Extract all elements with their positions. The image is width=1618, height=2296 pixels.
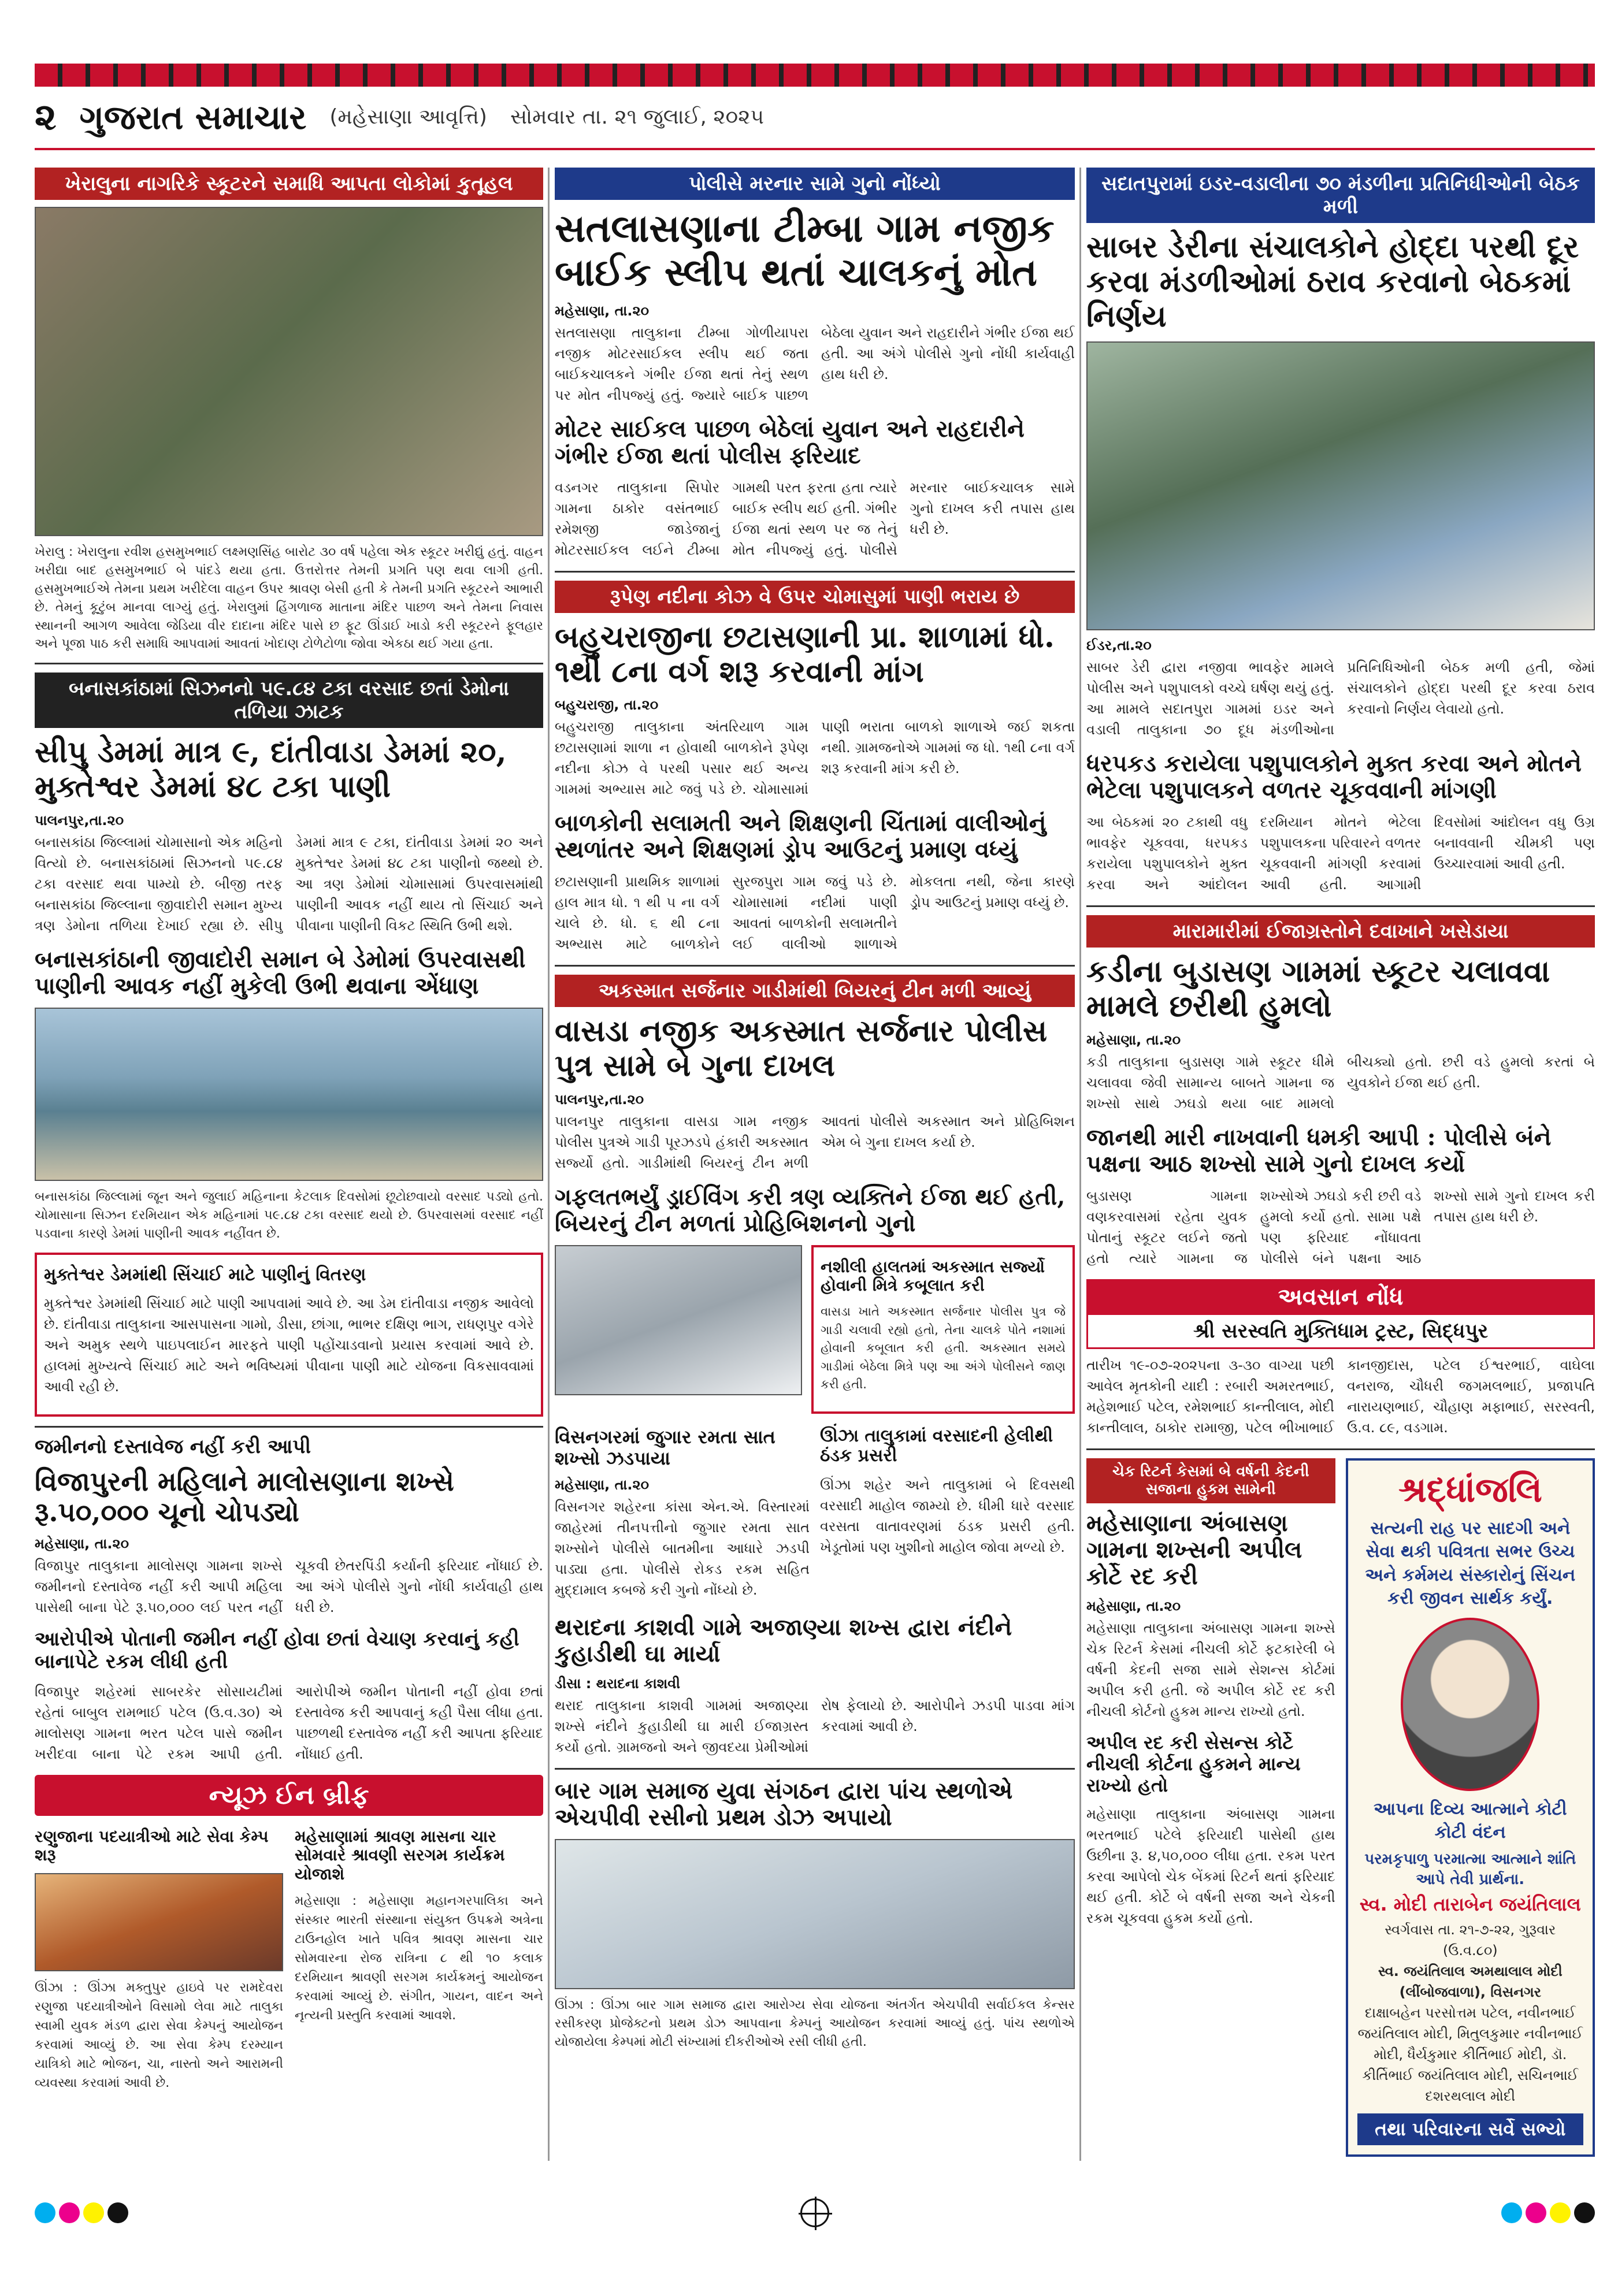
story-headline: સીપુ ડેમમાં માત્ર ૯, દાંતીવાડા ડેમમાં ૨૦, મુક્તેશ્વર ડેમમાં ૪૮ ટકા પાણી — [35, 734, 507, 805]
story-body: બનાસકાંઠા જિલ્લામાં ચોમાસાનો એક મહિનો વિત્યો છે. બનાસકાંઠામાં સિઝનનો ૫૯.૮૪ ટકા વરસાદ થવા પામ્યો છે. બીજી તરફ બનાસકાંઠા જિલ્લાના જીવાદોરી સમાન મુખ્ય ત્રણ ડેમોના તળિયા દેખાઈ રહ્યા છે. સીપુ ડેમમાં માત્ર ૯ ટકા, દાંતીવાડા ડેમમાં ૨૦ અને મુક્તેશ્વર ડેમમાં ૪૮ ટકા પાણીનો જથ્થો છે. આ ત્રણ ડેમોમાં ચોમાસામાં ઉપરવાસમાંથી પાણીની આવક નહીં થાય તો સિંચાઈ અને પીવાના પાણીની વિકટ સ્થિતિ ઉભી થશે. — [35, 834, 543, 934]
story-subhead: જાનથી મારી નાખવાની ધમકી આપી : પોલીસે બંને પક્ષના આઠ શખ્સો સામે ગુનો દાખલ કર્યો — [1086, 1123, 1552, 1177]
separator — [35, 663, 543, 664]
color-swatches — [35, 2202, 128, 2223]
story-kicker: જમીનનો દસ્તાવેજ નહીં કરી આપી — [35, 1435, 311, 1459]
story-headline: મહેસાણાના અંબાસણ ગામના શખ્સની અપીલ કોર્ટે રદ કરી — [1086, 1509, 1302, 1590]
story-kicker: રૂપેણ નદીના કોઝ વે ઉપર ચોમાસુમાં પાણી ભરાય છે — [555, 581, 1075, 613]
story-body: આ બેઠકમાં ૨૦ ટકાથી વધુ ભાવફેર ચૂકવવા, ધરપકડ કરાયેલા પશુપાલકોને મુક્ત કરવા અને આંદોલન દરમિયાન મોતને ભેટેલા પશુપાલકના પરિવારને વળતર ચૂકવવાની માંગણી કરવામાં આવી હતી. આગામી દિવસોમાં આંદોલન વધુ ઉગ્ર બનાવવાની ચીમકી પણ ઉચ્ચારવામાં આવી હતી. — [1086, 814, 1595, 893]
vaccination-photo — [555, 1839, 1075, 1989]
tribute-footer: તથા પરિવારના સર્વે સભ્યો — [1357, 2113, 1583, 2145]
column-divider — [1079, 168, 1081, 2161]
story-row — [1086, 1458, 1595, 2157]
brief-item — [295, 1824, 543, 2102]
box-body: મુક્તેશ્વર ડેમમાંથી સિંચાઈ માટે પાણી આપવામાં આવે છે. આ ડેમ દાંતીવાડા નજીક આવેલો છે. દાંતીવાડા તાલુકાના આસપાસના ગામો, ડીસા, છાંગા, ભાભર દક્ષિણ ભાગ, રાધણપુર વગેરે અને અમુક સ્થળે પાઇપલાઈન મારફતે પાણી પહોંચાડવાનો પ્રયાસ કરવામાં આવે છે. હાલમાં મુખ્યત્વે સિંચાઈ માટે અને ભવિષ્યમાં પીવાના પાણી માટે યોજના વિકસાવવામાં આવી રહી છે. — [44, 1295, 534, 1395]
obituary-banner: અવસાન નોંધ — [1086, 1279, 1595, 1315]
story-headline: સાબર ડેરીના સંચાલકોને હોદ્દા પરથી દૂર કરવા મંડળીઓમાં ઠરાવ કરવાનો બેઠકમાં નિર્ણય — [1086, 229, 1579, 334]
story-body: મહેસાણા તાલુકાના અંબાસણ ગામના શખ્સે ચેક રિટર્ન કેસમાં નીચલી કોર્ટે ફટકારેલી બે વર્ષની કેદની સજા સામે સેશન્સ કોર્ટમાં અપીલ કરી હતી. જે અપીલ કોર્ટે રદ કરી નીચલી કોર્ટનો હુકમ માન્ય રાખ્યો હતો. — [1086, 1619, 1335, 1719]
separator — [555, 571, 1075, 573]
dateline: મહેસાણા, તા.૨૦ — [555, 1477, 650, 1493]
story-body: સતલાસણા તાલુકાના ટીમ્બા ગોળીયાપરા નજીક મોટરસાઈકલ સ્લીપ થઈ જતા બાઈકચાલકને ગંભીર ઈજા થતાં તેનું સ્થળ પર મોત નીપજ્યું હતું. જ્યારે બાઈક પાછળ બેઠેલા યુવાન અને રાહદારીને ગંભીર ઈજા થઈ હતી. આ અંગે પોલીસે ગુનો નોંધી કાર્યવાહી હાથ ધરી છે. — [555, 324, 1075, 403]
dateline: મહેસાણા, તા.૨૦ — [35, 1535, 129, 1552]
dateline: પાલનપુર,તા.૨૦ — [35, 812, 124, 829]
tribute-title: શ્રદ્ધાંજલિ — [1398, 1469, 1542, 1510]
story-kicker: સદાતપુરામાં ઇડર-વડાલીના ૭૦ મંડળીના પ્રતિનિધીઓની બેઠક મળી — [1086, 168, 1595, 223]
tribute-name-sub: સ્વર્ગવાસ તા. ૨૧-૭-૨૨, ગુરૂવાર (ઉ.વ.૮૦) — [1385, 1922, 1556, 1959]
story-subhead: ધરપકડ કરાયેલા પશુપાલકોને મુક્ત કરવા અને મોતને ભેટેલા પશુપાલકને વળતર ચૂકવવાની માંગણી — [1086, 750, 1582, 804]
story-block — [555, 1423, 810, 1611]
color-swatches — [1501, 2202, 1595, 2223]
magenta-swatch — [59, 2202, 80, 2223]
dateline: ઈડર,તા.૨૦ — [1086, 637, 1152, 654]
scooter-burial-photo — [35, 207, 543, 536]
story-headline: વાસડા નજીક અકસ્માત સર્જનાર પોલીસ પુત્ર સામે બે ગુના દાખલ — [555, 1013, 1048, 1084]
top-color-bar — [35, 64, 1595, 87]
dateline: મહેસાણા, તા.૨૦ — [1086, 1597, 1181, 1614]
story-subhead: અપીલ રદ કરી સેસન્સ કોર્ટે નીચલી કોર્ટના હુકમને માન્ય રાખ્યો હતો — [1086, 1731, 1301, 1796]
tribute-line: સત્યની રાહ પર સાદગી અને સેવા થકી પવિત્રતા સભર ઉચ્ચ અને કર્મમય સંસ્કારોનું સિંચન કરી જીવન સાર્થક કર્યું. — [1365, 1518, 1576, 1609]
registration-mark — [800, 2198, 829, 2227]
story-headline: બહુચરાજીના છટાસણાની પ્રા. શાળામાં ધો. ૧થી ૮ના વર્ગ શરૂ કરવાની માંગ — [555, 619, 1055, 689]
box-headline: મુક્તેશ્વર ડેમમાંથી સિંચાઈ માટે પાણીનું વિતરણ — [44, 1264, 366, 1285]
story-headline: વિસનગરમાં જુગાર રમતા સાત શખ્સો ઝડપાયા — [555, 1425, 775, 1469]
photo-caption: ઊંઝા : ઊંઝા બાર ગામ સમાજ દ્વારા આરોગ્ય સેવા યોજના અંતર્ગત એચપીવી સર્વાઈકલ કેન્સર રસીકરણ પ્રોજેક્ટનો પ્રથમ ડોઝ આપવાના કેમ્પનું આયોજન કરવામાં આવ્યું હતું. પાંચ સ્થળોએ યોજાયેલા કેમ્પમાં મોટી સંખ્યામાં દીકરીઓએ રસી લીધી હતી. — [555, 1998, 1075, 2050]
tribute-ad — [1346, 1458, 1595, 2157]
column-left — [35, 168, 543, 2161]
brief-body: ઊંઝા : ઊંઝા મક્તુપુર હાઇવે પર રામદેવરા રણુજા પદયાત્રીઓને વિસામો લેવા માટે તાલુકા સ્વામી યુવક મંડળ દ્વારા સેવા કેમ્પનું આયોજન કરવામાં આવ્યું છે. આ સેવા કેમ્પ દરમ્યાન યાત્રિકો માટે ભોજન, ચા, નાસ્તો અને આરામની વ્યવસ્થા કરવામાં આવી છે. — [35, 1980, 283, 2090]
story-body: સાબર ડેરી દ્વારા નજીવા ભાવફેર મામલે પોલીસ અને પશુપાલકો વચ્ચે ઘર્ષણ થયું હતું. આ મામલે સદાતપુરા ગામમાં ઇડર અને વડાલી તાલુકાના ૭૦ દૂધ મંડળીઓના પ્રતિનિધિઓની બેઠક મળી હતી, જેમાં સંચાલકોને હોદ્દા પરથી દૂર કરવા ઠરાવ કરવાનો નિર્ણય લેવાયો હતો. — [1086, 659, 1595, 738]
dateline: મહેસાણા, તા.૨૦ — [1086, 1031, 1181, 1048]
tribute-family: સ્વ. જયંતિલાલ અમથાલાલ મોદી (લીંબોજવાળા), વિસનગર — [1378, 1963, 1563, 2001]
dateline: મહેસાણા, તા.૨૦ — [555, 302, 650, 319]
edition-label: (મહેસાણા આવૃત્તિ) — [329, 105, 487, 129]
obituary-body: તારીખ ૧૯-૦૭-૨૦૨૫ના ૩-૩૦ વાગ્યા પછી આવેલ મૃતકોની યાદી : રબારી અમરતભાઈ, મહેશભાઈ પટેલ, રમેશભાઈ કાન્તીલાલ, મોદી કાન્તીલાલ, ઠાકોર રામાજી, પટેલ ભીખાભાઈ કાનજીદાસ, પટેલ ઈશ્વરભાઈ, વાઘેલા વનરાજ, ચૌધરી જગમલભાઈ, પ્રજાપતિ નારાયણભાઈ, ચૌહાણ મફાભાઈ, સરસ્વતી, ઉ.વ. ૮૯, વડગામ. — [1086, 1357, 1595, 1436]
story-body: છટાસણાની પ્રાથમિક શાળામાં હાલ માત્ર ધો. ૧ થી ૫ ના વર્ગ ચાલે છે. ધો. ૬ થી ૮ના અભ્યાસ માટે બાળકોને સુરજપુરા ગામ જવું પડે છે. ચોમાસામાં નદીમાં પાણી આવતાં બાળકોની સલામતીને લઈ વાલીઓ શાળાએ મોકલતા નથી, જેના કારણે ડ્રોપ આઉટનું પ્રમાણ વધ્યું છે. — [555, 874, 1075, 953]
story-row — [555, 1245, 1075, 1423]
story-kicker: પોલીસે મરનાર સામે ગુનો નોંધ્યો — [555, 168, 1075, 200]
story-kicker: મારામારીમાં ઈજાગ્રસ્તોને દવાખાને ખસેડાયા — [1086, 915, 1595, 948]
column-right — [1086, 168, 1595, 2161]
dam-photo — [35, 1008, 543, 1181]
story-row — [555, 1423, 1075, 1611]
story-headline: ઊંઝા તાલુકામાં વરસાદની હેલીથી ઠંડક પ્રસરી — [820, 1425, 1053, 1466]
newspaper-title: ગુજરાત સમાચાર — [79, 97, 307, 137]
story-block — [820, 1423, 1075, 1611]
camp-photo — [35, 1873, 283, 1971]
story-subhead: આરોપીએ પોતાની જમીન નહીં હોવા છતાં વેચાણ કરવાનું કહી બાનાપેટે રકમ લીધી હતી — [35, 1627, 519, 1674]
news-in-brief-banner: ન્યૂઝ ઈન બ્રીફ — [35, 1775, 543, 1816]
story-body: વિજાપુર શહેરમાં સાબરકેર સોસાયટીમાં રહેતાં બાબુલ રામભાઈ પટેલ (ઉ.વ.૩૦) એ માલોસણ ગામના ભરત પટેલ પાસે જમીન ખરીદવા બાના પેટે રકમ આપી હતી. આરોપીએ જમીન પોતાની નહીં હોવા છતાં દસ્તાવેજ કરી આપવાનું કહી પૈસા લીધા હતા. પાછળથી દસ્તાવેજ નહીં કરી આપતા ફરિયાદ નોંધાઈ હતી. — [35, 1684, 543, 1763]
dateline: ડીસા : થરાદના કાશવી — [555, 1675, 681, 1692]
black-swatch — [1574, 2202, 1595, 2223]
separator — [555, 1768, 1075, 1770]
masthead — [35, 87, 1595, 150]
story-subhead: મોટર સાઈકલ પાછળ બેઠેલાં યુવાન અને રાહદારીને ગંભીર ઈજા થતાં પોલીસ ફરિયાદ — [555, 415, 1025, 469]
highlight-box — [35, 1253, 543, 1417]
column-divider — [548, 168, 550, 2161]
separator — [35, 1426, 543, 1428]
issue-date: સોમવાર તા. ૨૧ જુલાઈ, ૨૦૨૫ — [510, 105, 765, 129]
brief-headline: મહેસાણામાં શ્રાવણ માસના ચાર સોમવારે શ્રાવણી સરગમ કાર્યક્રમ યોજાશે — [295, 1827, 505, 1883]
highlight-box — [811, 1245, 1075, 1414]
car-photo — [555, 1245, 802, 1395]
story-body: ઊંઝા શહેર અને તાલુકામાં બે દિવસથી વરસાદી માહોલ જામ્યો છે. ધીમી ધારે વરસાદ વરસતા વાતાવરણમાં ઠંડક પ્રસરી હતી. ખેડૂતોમાં પણ ખુશીનો માહોલ જોવા મળ્યો છે. — [820, 1476, 1075, 1555]
story-body: થરાદ તાલુકાના કાશવી ગામમાં અજાણ્યા શખ્સે નંદીને કુહાડીથી ઘા મારી ઈજાગ્રસ્ત કર્યો હતો. ગ્રામજનો અને જીવદયા પ્રેમીઓમાં રોષ ફેલાયો છે. આરોપીને ઝડપી પાડવા માંગ કરવામાં આવી છે. — [555, 1697, 1075, 1756]
separator — [555, 965, 1075, 967]
black-swatch — [107, 2202, 128, 2223]
tribute-line: પરમકૃપાળુ પરમાત્મા આત્માને શાંતિ આપે તેવી પ્રાર્થના. — [1364, 1850, 1576, 1889]
brief-item — [35, 1824, 283, 2102]
obituary-trust: શ્રી સરસ્વતિ મુક્તિધામ ટ્રસ્ટ, સિદ્ધપુર — [1086, 1315, 1595, 1349]
separator — [1086, 905, 1595, 907]
story-body: વિજાપુર તાલુકાના માલોસણ ગામના શખ્સે જમીનનો દસ્તાવેજ નહીં કરી આપી મહિલા પાસેથી બાના પેટે રૂ.૫૦,૦૦૦ લઈ પરત નહીં ચૂકવી છેતરપિંડી કર્યાની ફરિયાદ નોંધાઈ છે. આ અંગે પોલીસે ગુનો નોંધી કાર્યવાહી હાથ ધરી છે. — [35, 1557, 543, 1615]
separator — [1086, 1448, 1595, 1450]
story-headline: થરાદના કાશવી ગામે અજાણ્યા શખ્સ દ્વારા નંદીને કુહાડીથી ઘા માર્યા — [555, 1614, 1012, 1668]
print-marks — [35, 2195, 1595, 2230]
story-kicker: ખેરાલુના નાગરિકે સ્કૂટરને સમાધિ આપતા લોકોમાં કુતૂહલ — [35, 168, 543, 200]
story-kicker: ચેક રિટર્ન કેસમાં બે વર્ષની કેદની સજાના હુકમ સામેની — [1086, 1458, 1335, 1503]
tribute-name: સ્વ. મોદી તારાબેન જયંતિલાલ — [1359, 1893, 1581, 1916]
story-body: પાલનપુર તાલુકાના વાસડા ગામ નજીક પોલીસ પુત્રએ ગાડી પૂરઝડપે હંકારી અકસ્માત સર્જ્યો હતો. ગાડીમાંથી બિયરનું ટીન મળી આવતાં પોલીસે અકસ્માત અને પ્રોહિબિશન એમ બે ગુના દાખલ કર્યા છે. — [555, 1113, 1075, 1171]
box-headline: નશીલી હાલતમાં અકસ્માત સર્જ્યો હોવાની મિત્રે કબૂલાત કરી — [821, 1257, 1045, 1295]
story-headline: સતલાસણાના ટીમ્બા ગામ નજીક બાઈક સ્લીપ થતાં ચાલકનું મોત — [555, 206, 1055, 295]
brief-row — [35, 1824, 543, 2102]
story-body: મહેસાણા તાલુકાના અંબાસણ ગામના ભરતભાઈ પટેલે ફરિયાદી પાસેથી હાથ ઉછીના રૂ. ૪,૫૦,૦૦૦ લીધા હતા. રકમ પરત કરવા આપેલો ચેક બેંકમાં રિટર્ન થતાં ફરિયાદ થઈ હતી. કોર્ટે બે વર્ષની સજા અને ચેકની રકમ ચૂકવવા હુકમ કર્યો હતો. — [1086, 1806, 1335, 1927]
tribute-line: આપના દિવ્ય આત્માને કોટી કોટી વંદન — [1373, 1799, 1567, 1843]
story-body: બહુચરાજી તાલુકાના અંતરિયાળ ગામ છટાસણામાં શાળા ન હોવાથી બાળકોને રૂપેણ નદીના કોઝ વે પરથી પસાર થઈ અન્ય ગામમાં અભ્યાસ માટે જવું પડે છે. ચોમાસામાં પાણી ભરાતા બાળકો શાળાએ જઈ શકતા નથી. ગ્રામજનોએ ગામમાં જ ધો. ૧થી ૮ના વર્ગ શરૂ કરવાની માંગ કરી છે. — [555, 719, 1075, 798]
story-body: વિસનગર શહેરના કાંસા એન.એ. વિસ્તારમાં જાહેરમાં તીનપત્તીનો જુગાર રમતા સાત શખ્સોને પોલીસે બાતમીના આધારે ઝડપી પાડ્યા હતા. પોલીસે રોકડ રકમ સહિત મુદ્દામાલ કબજે કરી ગુનો નોંધ્યો છે. — [555, 1499, 810, 1599]
yellow-swatch — [83, 2202, 104, 2223]
dateline: પાલનપુર,તા.૨૦ — [555, 1091, 644, 1108]
story-body: વડનગર તાલુકાના સિપોર ગામના ઠાકોર વસંતભાઈ રમેશજી જાડેજાનું મોટરસાઈકલ લઈને ટીમ્બા ગામથી પરત ફરતા હતા ત્યારે બાઈક સ્લીપ થઈ હતી. ગંભીર ઈજા થતાં સ્થળ પર જ તેનું મોત નીપજ્યું હતું. પોલીસે મરનાર બાઈકચાલક સામે ગુનો દાખલ કરી તપાસ હાથ ધરી છે. — [555, 479, 1075, 558]
story-body: બુડાસણ ગામના વણકરવાસમાં રહેતા યુવક પોતાનું સ્કૂટર લઈને જતો હતો ત્યારે ગામના જ શખ્સોએ ઝઘડો કરી છરી વડે હુમલો કર્યો હતો. સામા પક્ષે પણ ફરિયાદ નોંધાવતા પોલીસે બંને પક્ષના આઠ શખ્સો સામે ગુનો દાખલ કરી તપાસ હાથ ધરી છે. — [1086, 1187, 1595, 1266]
cyan-swatch — [1501, 2202, 1522, 2223]
brief-headline: રણુજાના પદયાત્રીઓ માટે સેવા કેમ્પ શરૂ — [35, 1827, 269, 1865]
column-middle — [555, 168, 1075, 2161]
story-headline: વિજાપુરની મહિલાને માલોસણાના શખ્સે રૂ.૫૦,૦૦૦ ચૂનો ચોપડ્યો — [35, 1466, 454, 1528]
box-body: વાસડા ખાતે અકસ્માત સર્જનાર પોલીસ પુત્ર જે ગાડી ચલાવી રહ્યો હતો, તેના ચાલકે પોતે નશામાં હોવાની કબૂલાત કરી હતી. અકસ્માત સમયે ગાડીમાં બેઠેલા મિત્રે પણ આ અંગે પોલીસને જાણ કરી હતી. — [821, 1305, 1066, 1392]
page-number: ૨ — [35, 96, 57, 139]
story-body: કડી તાલુકાના બુડાસણ ગામે સ્કૂટર ધીમે ચલાવવા જેવી સામાન્ય બાબતે ગામના જ શખ્સો સાથે ઝઘડો થયા બાદ મામલો બીચક્યો હતો. છરી વડે હુમલો કરતાં બે યુવકોને ઈજા થઈ હતી. — [1086, 1053, 1595, 1112]
photo-caption: ખેરાલુ : ખેરાલુના રવીશ હસમુખભાઈ લક્ષ્મણસિંહ બારોટ ૩૦ વર્ષ પહેલા એક સ્કૂટર ખરીદ્યું હતું. વાહન ખરીદ્યા બાદ હસમુખભાઈ બે પાંદડે થયા હતા. ઉત્તરોત્તર તેમની પ્રગતિ પણ થવા લાગી હતી. હસમુખભાઈએ તેમના પ્રથમ ખરીદેલા વાહન ઉપર શ્રાવણ બેસી હતી કે તેમની પ્રગતિ સ્કૂટરને આભારી છે. તેમનું કૂટુંબ માનવા લાગ્યું હતું. ખેરાલુમાં હિંગળાજ માતાના મંદિર પાછળ અને તેમના નિવાસ સ્થાનની આગળ આવેલા જેડિયા વીર દાદાના મંદિર પાસે છ ફૂટ ઊંડાઈ ખાડો કરી સ્કૂટરને ફૂલહાર અને પૂજા પાઠ કરી સમાધિ આપવામાં આવતાં ખોદાણ ટોળેટોળા જોવા એકઠા થઈ ગયા હતા. — [35, 545, 543, 652]
story-kicker: અકસ્માત સર્જનાર ગાડીમાંથી બિયરનું ટીન મળી આવ્યું — [555, 975, 1075, 1007]
story-headline: કડીના બુડાસણ ગામમાં સ્કૂટર ચલાવવા મામલે છરીથી હુમલો — [1086, 954, 1550, 1024]
story-block — [1086, 1458, 1335, 2157]
story-subhead: બાળકોની સલામતી અને શિક્ષણની ચિંતામાં વાલીઓનું સ્થળાંતર અને શિક્ષણમાં ડ્રોપ આઉટનું પ્રમાણ વધ્યું — [555, 809, 1046, 864]
portrait-photo — [1401, 1618, 1539, 1791]
brief-body: મહેસાણા : મહેસાણા મહાનગરપાલિકા અને સંસ્કાર ભારતી સંસ્થાના સંયુક્ત ઉપક્રમે અત્રેના ટાઉનહોલ ખાતે પવિત્ર શ્રાવણ માસના ચાર સોમવારના રોજ રાત્રિના ૮ થી ૧૦ કલાક દરમિયાન શ્રાવણી સરગમ કાર્યક્રમનું આયોજન કરવામાં આવ્યું છે. સંગીત, ગાયન, વાદન અને નૃત્યની પ્રસ્તુતિ કરવામાં આવશે. — [295, 1893, 543, 2023]
story-kicker: બનાસકાંઠામાં સિઝનનો ૫૯.૮૪ ટકા વરસાદ છતાં ડેમોના તળિયા ઝાટક — [35, 673, 543, 728]
story-headline: બાર ગામ સમાજ યુવા સંગઠન દ્વારા પાંચ સ્થળોએ એચપીવી રસીનો પ્રથમ ડોઝ અપાયો — [555, 1777, 1013, 1831]
story-subhead: ગફલતભર્યું ડ્રાઈવિંગ કરી ત્રણ વ્યક્તિને ઈજા થઈ હતી, બિયરનું ટીન મળતાં પ્રોહિબિશનનો ગુનો — [555, 1183, 1066, 1237]
meeting-photo — [1086, 341, 1595, 630]
yellow-swatch — [1550, 2202, 1571, 2223]
cyan-swatch — [35, 2202, 55, 2223]
tribute-relatives: દાક્ષાબહેન પરસોત્તમ પટેલ, નવીનભાઈ જયંતિલાલ મોદી, મિતુલકુમાર નવીનભાઈ મોદી, ધૈર્યકુમાર કીર્તિભાઈ મોદી, ડૉ. કીર્તિભાઈ જયંતિલાલ મોદી, સચિનભાઈ દશરથલાલ મોદી — [1357, 2005, 1583, 2105]
dateline: બહુચરાજી, તા.૨૦ — [555, 697, 659, 714]
story-headline: બનાસકાંઠાની જીવાદોરી સમાન બે ડેમોમાં ઉપરવાસથી પાણીની આવક નહીં મુકેલી ઉભી થવાના એંધાણ — [35, 945, 526, 1000]
photo-caption: બનાસકાંઠા જિલ્લામાં જૂન અને જુલાઈ મહિનાના કેટલાક દિવસોમાં છૂટોછવાયો વરસાદ પડ્યો હતો. ચોમાસાના સિઝન દરમિયાન એક મહિનામાં ૫૯.૮૪ ટકા વરસાદ થયો છે. ઉપરવાસમાં વરસાદ નહીં પડવાના કારણે ડેમમાં પાણીની આવક નહીંવત છે. — [35, 1189, 543, 1241]
magenta-swatch — [1526, 2202, 1546, 2223]
